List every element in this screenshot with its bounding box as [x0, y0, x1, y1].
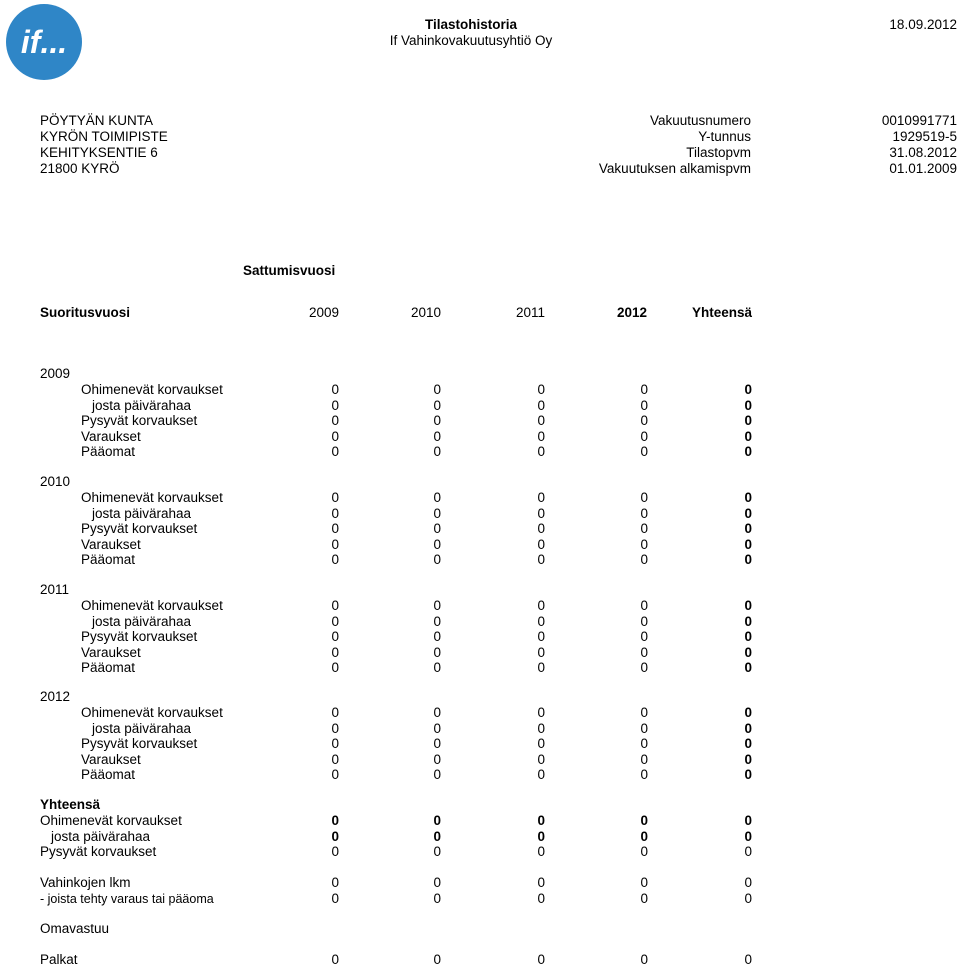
table-cell: 0 [744, 444, 752, 459]
table-cell: 0 [331, 413, 339, 428]
table-cell: 0 [640, 413, 648, 428]
table-cell: 0 [744, 552, 752, 567]
table-cell: 0 [331, 598, 339, 613]
table-cell: 0 [640, 644, 648, 660]
table-cell: 0 [331, 505, 339, 521]
table-cell: 0 [433, 552, 441, 567]
table-cell: 0 [331, 521, 339, 536]
table-cell: 0 [640, 844, 648, 859]
table-cell: 0 [331, 890, 339, 906]
table-cell: 0 [537, 890, 545, 906]
row-label: josta päivärahaa [92, 397, 192, 413]
table-cell: 0 [640, 629, 648, 644]
table-cell: 0 [640, 536, 648, 552]
row-label: Ohimenevät korvaukset [81, 598, 223, 613]
info-label: Vakuutusnumero [649, 113, 751, 128]
suoritusvuosi-heading: Suoritusvuosi [40, 305, 131, 320]
table-cell: 0 [433, 644, 441, 660]
table-cell: 0 [433, 875, 441, 890]
table-cell: 0 [433, 598, 441, 613]
table-cell: 0 [433, 382, 441, 397]
table-cell: 0 [744, 828, 752, 844]
address-line: 21800 KYRÖ [40, 161, 120, 176]
info-value: 1929519-5 [892, 129, 957, 144]
address-line: KYRÖN TOIMIPISTE [40, 129, 168, 144]
column-header: 2012 [616, 305, 647, 320]
info-label: Vakuutuksen alkamispvm [598, 161, 751, 176]
table-cell: 0 [331, 952, 339, 967]
table-cell: 0 [537, 428, 545, 444]
table-cell: 0 [537, 644, 545, 660]
year-heading: 2011 [40, 582, 70, 597]
table-cell: 0 [744, 521, 752, 536]
row-label: Pysyvät korvaukset [40, 844, 157, 859]
row-label: Pysyvät korvaukset [81, 629, 198, 644]
table-cell: 0 [744, 767, 752, 782]
table-cell: 0 [537, 613, 545, 629]
table-cell: 0 [744, 598, 752, 613]
row-label: josta päivärahaa [51, 828, 151, 844]
table-cell: 0 [744, 382, 752, 397]
column-header: Yhteensä [691, 305, 752, 320]
table-cell: 0 [744, 844, 752, 859]
table-cell: 0 [640, 660, 648, 675]
row-label: Ohimenevät korvaukset [81, 490, 223, 505]
table-cell: 0 [331, 736, 339, 751]
table-cell: 0 [537, 536, 545, 552]
row-label: Vahinkojen lkm [40, 875, 131, 890]
row-label: Pysyvät korvaukset [81, 736, 198, 751]
table-cell: 0 [640, 767, 648, 782]
company-name: If Vahinkovakuutusyhtiö Oy [389, 33, 553, 48]
print-date: 18.09.2012 [889, 17, 957, 32]
table-cell: 0 [537, 629, 545, 644]
row-label: josta päivärahaa [92, 613, 192, 629]
table-cell: 0 [744, 644, 752, 660]
table-cell: 0 [640, 952, 648, 967]
table-cell: 0 [433, 813, 441, 828]
table-cell: 0 [433, 397, 441, 413]
column-header: 2010 [410, 305, 441, 320]
table-cell: 0 [331, 660, 339, 675]
table-cell: 0 [331, 428, 339, 444]
info-value: 01.01.2009 [889, 161, 957, 176]
column-header: 2009 [308, 305, 339, 320]
table-cell: 0 [640, 598, 648, 613]
table-cell: 0 [331, 490, 339, 505]
table-cell: 0 [744, 413, 752, 428]
table-cell: 0 [331, 875, 339, 890]
table-cell: 0 [433, 613, 441, 629]
table-cell: 0 [537, 844, 545, 859]
row-label: Pääomat [81, 444, 136, 459]
info-label: Y-tunnus [698, 129, 751, 144]
row-label: Varaukset [81, 428, 141, 444]
table-cell: 0 [537, 382, 545, 397]
table-cell: 0 [331, 613, 339, 629]
table-cell: 0 [537, 552, 545, 567]
table-cell: 0 [640, 705, 648, 720]
table-cell: 0 [640, 751, 648, 767]
table-cell: 0 [537, 705, 545, 720]
year-heading: 2012 [40, 689, 71, 704]
table-cell: 0 [331, 767, 339, 782]
sattumisvuosi-heading: Sattumisvuosi [243, 263, 336, 278]
table-cell: 0 [331, 844, 339, 859]
row-label: Varaukset [81, 644, 141, 660]
table-cell: 0 [537, 413, 545, 428]
table-cell: 0 [537, 505, 545, 521]
table-cell: 0 [433, 705, 441, 720]
table-cell: 0 [744, 705, 752, 720]
row-label: Ohimenevät korvaukset [81, 382, 223, 397]
row-label: Pääomat [81, 660, 136, 675]
table-cell: 0 [537, 736, 545, 751]
row-label: josta päivärahaa [92, 720, 192, 736]
table-cell: 0 [744, 813, 752, 828]
row-label: Pysyvät korvaukset [81, 413, 198, 428]
column-header: 2011 [515, 305, 545, 320]
table-cell: 0 [537, 751, 545, 767]
table-cell: 0 [331, 828, 339, 844]
table-cell: 0 [640, 521, 648, 536]
table-cell: 0 [537, 720, 545, 736]
table-cell: 0 [744, 736, 752, 751]
logo-text: if... [20, 24, 68, 60]
table-cell: 0 [744, 751, 752, 767]
info-value: 0010991771 [881, 113, 957, 128]
table-cell: 0 [433, 720, 441, 736]
year-heading: 2010 [40, 474, 71, 489]
row-label: Varaukset [81, 751, 141, 767]
table-cell: 0 [640, 875, 648, 890]
row-label: Pääomat [81, 767, 136, 782]
address-line: PÖYTYÄN KUNTA [40, 113, 154, 128]
row-label: Ohimenevät korvaukset [40, 813, 182, 828]
table-cell: 0 [744, 397, 752, 413]
table-cell: 0 [640, 490, 648, 505]
totals-heading: Yhteensä [40, 797, 101, 812]
table-cell: 0 [640, 613, 648, 629]
table-cell: 0 [433, 828, 441, 844]
table-cell: 0 [331, 444, 339, 459]
table-cell: 0 [433, 444, 441, 459]
table-cell: 0 [744, 952, 752, 967]
table-cell: 0 [537, 660, 545, 675]
table-cell: 0 [744, 720, 752, 736]
table-cell: 0 [640, 444, 648, 459]
table-cell: 0 [331, 644, 339, 660]
table-cell: 0 [744, 890, 752, 906]
table-cell: 0 [433, 505, 441, 521]
if-logo [5, 3, 83, 81]
table-cell: 0 [331, 382, 339, 397]
table-cell: 0 [744, 490, 752, 505]
table-cell: 0 [640, 428, 648, 444]
table-cell: 0 [537, 397, 545, 413]
row-label: josta päivärahaa [92, 505, 192, 521]
table-cell: 0 [331, 751, 339, 767]
row-label: - joista tehty varaus tai pääoma [40, 891, 214, 906]
table-cell: 0 [640, 890, 648, 906]
row-label: Pääomat [81, 552, 136, 567]
table-cell: 0 [640, 505, 648, 521]
table-cell: 0 [640, 552, 648, 567]
year-heading: 2009 [40, 366, 71, 381]
table-cell: 0 [433, 413, 441, 428]
table-cell: 0 [433, 736, 441, 751]
table-cell: 0 [331, 397, 339, 413]
info-label: Tilastopvm [686, 145, 751, 160]
table-cell: 0 [331, 552, 339, 567]
row-label: Palkat [40, 952, 78, 967]
address-line: KEHITYKSENTIE 6 [40, 145, 158, 160]
table-cell: 0 [433, 890, 441, 906]
row-label: Ohimenevät korvaukset [81, 705, 223, 720]
table-cell: 0 [433, 660, 441, 675]
table-cell: 0 [331, 536, 339, 552]
table-cell: 0 [744, 875, 752, 890]
table-cell: 0 [433, 751, 441, 767]
table-cell: 0 [640, 813, 648, 828]
table-cell: 0 [744, 428, 752, 444]
table-cell: 0 [433, 844, 441, 859]
table-cell: 0 [331, 813, 339, 828]
table-cell: 0 [433, 629, 441, 644]
table-cell: 0 [744, 660, 752, 675]
document-title: Tilastohistoria [424, 17, 518, 32]
table-cell: 0 [433, 521, 441, 536]
info-value: 31.08.2012 [889, 145, 957, 160]
table-cell: 0 [537, 767, 545, 782]
table-cell: 0 [744, 629, 752, 644]
table-cell: 0 [433, 536, 441, 552]
table-cell: 0 [537, 521, 545, 536]
table-cell: 0 [537, 875, 545, 890]
table-cell: 0 [433, 428, 441, 444]
table-cell: 0 [640, 828, 648, 844]
omavastuu-heading: Omavastuu [40, 921, 110, 936]
table-cell: 0 [433, 767, 441, 782]
table-cell: 0 [537, 444, 545, 459]
table-cell: 0 [537, 828, 545, 844]
table-cell: 0 [537, 952, 545, 967]
table-cell: 0 [640, 736, 648, 751]
table-cell: 0 [744, 536, 752, 552]
table-cell: 0 [640, 397, 648, 413]
table-cell: 0 [433, 952, 441, 967]
row-label: Varaukset [81, 536, 141, 552]
table-cell: 0 [537, 813, 545, 828]
table-cell: 0 [744, 505, 752, 521]
table-cell: 0 [537, 598, 545, 613]
table-cell: 0 [331, 705, 339, 720]
table-cell: 0 [744, 613, 752, 629]
table-cell: 0 [640, 382, 648, 397]
table-cell: 0 [433, 490, 441, 505]
table-cell: 0 [640, 720, 648, 736]
row-label: Pysyvät korvaukset [81, 521, 198, 536]
table-cell: 0 [331, 720, 339, 736]
table-cell: 0 [331, 629, 339, 644]
table-cell: 0 [537, 490, 545, 505]
